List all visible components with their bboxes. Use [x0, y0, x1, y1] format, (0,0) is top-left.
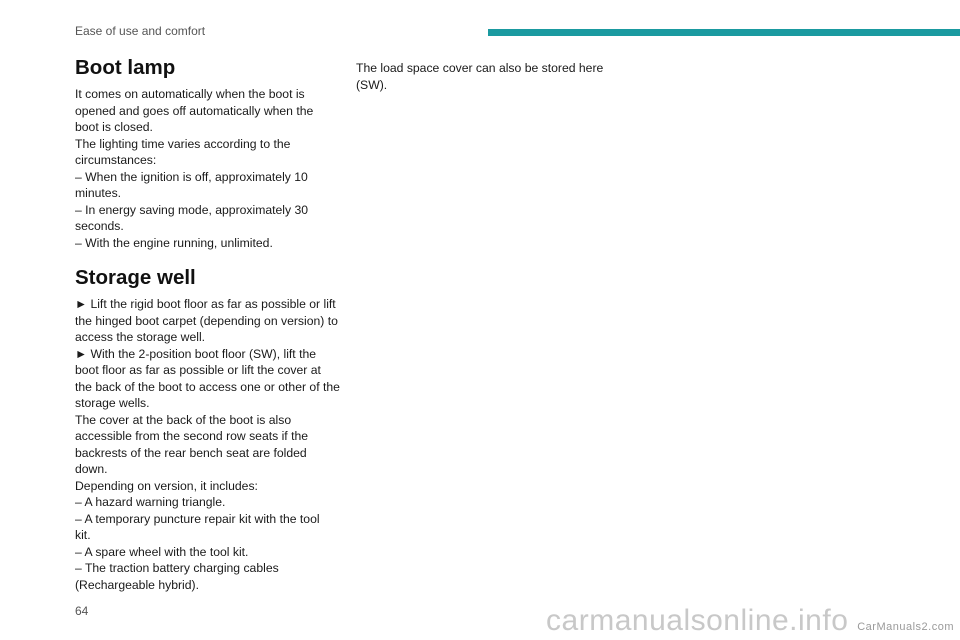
text-line: The lighting time varies according to the [75, 136, 291, 151]
text-line: boot is closed. [75, 120, 153, 134]
watermark [546, 604, 954, 638]
header-accent-bar [488, 29, 960, 36]
left-column [75, 56, 345, 593]
text-line: accessible from the second row seats if the [75, 429, 309, 443]
text-line: storage wells. [75, 396, 150, 410]
text-line: opened and goes off automatically when the [75, 103, 314, 118]
text-line: – The traction battery charging cables [75, 561, 279, 575]
text-line: access the storage well. [75, 330, 206, 344]
text-line: ► With the 2-position boot floor (SW), lift the [75, 346, 317, 361]
text-line: (SW). [356, 77, 388, 92]
text-line: – A spare wheel with the tool kit. [75, 544, 249, 559]
text-line: The load space cover can also be stored here [356, 61, 604, 75]
section-title: Ease of use and comfort [75, 24, 206, 38]
text-line: seconds. [75, 219, 124, 233]
watermark-main: carmanualsonline.info [546, 604, 849, 637]
text-line: – With the engine running, unlimited. [75, 235, 273, 250]
text-line: the back of the boot to access one or other of the [75, 379, 340, 394]
text-line: the hinged boot carpet (depending on version) to [75, 313, 338, 328]
text-line: backrests of the rear bench seat are folded [75, 445, 307, 460]
page-number: 64 [75, 604, 89, 618]
storage-well-text [75, 296, 345, 593]
boot-lamp-text [75, 86, 345, 251]
text-line: Depending on version, it includes: [75, 478, 258, 493]
right-column [356, 60, 626, 93]
text-line: kit. [75, 528, 91, 542]
text-line: ► Lift the rigid boot floor as far as possible or lift [75, 297, 336, 311]
watermark-small: CarManuals2.com [857, 621, 954, 633]
text-line: – A temporary puncture repair kit with the tool [75, 511, 320, 526]
text-line: minutes. [75, 186, 122, 200]
text-line: down. [75, 462, 108, 476]
storage-well-heading: Storage well [75, 266, 196, 289]
text-line: boot floor as far as possible or lift the cover at [75, 363, 321, 377]
text-line: The cover at the back of the boot is also [75, 412, 292, 427]
boot-lamp-heading: Boot lamp [75, 56, 176, 79]
text-line: – A hazard warning triangle. [75, 495, 226, 509]
text-line: circumstances: [75, 153, 157, 167]
text-line: – In energy saving mode, approximately 30 [75, 202, 309, 217]
text-line: (Rechargeable hybrid). [75, 577, 199, 592]
text-line: – When the ignition is off, approximately 10 [75, 169, 308, 184]
text-line: It comes on automatically when the boot is [75, 87, 305, 101]
